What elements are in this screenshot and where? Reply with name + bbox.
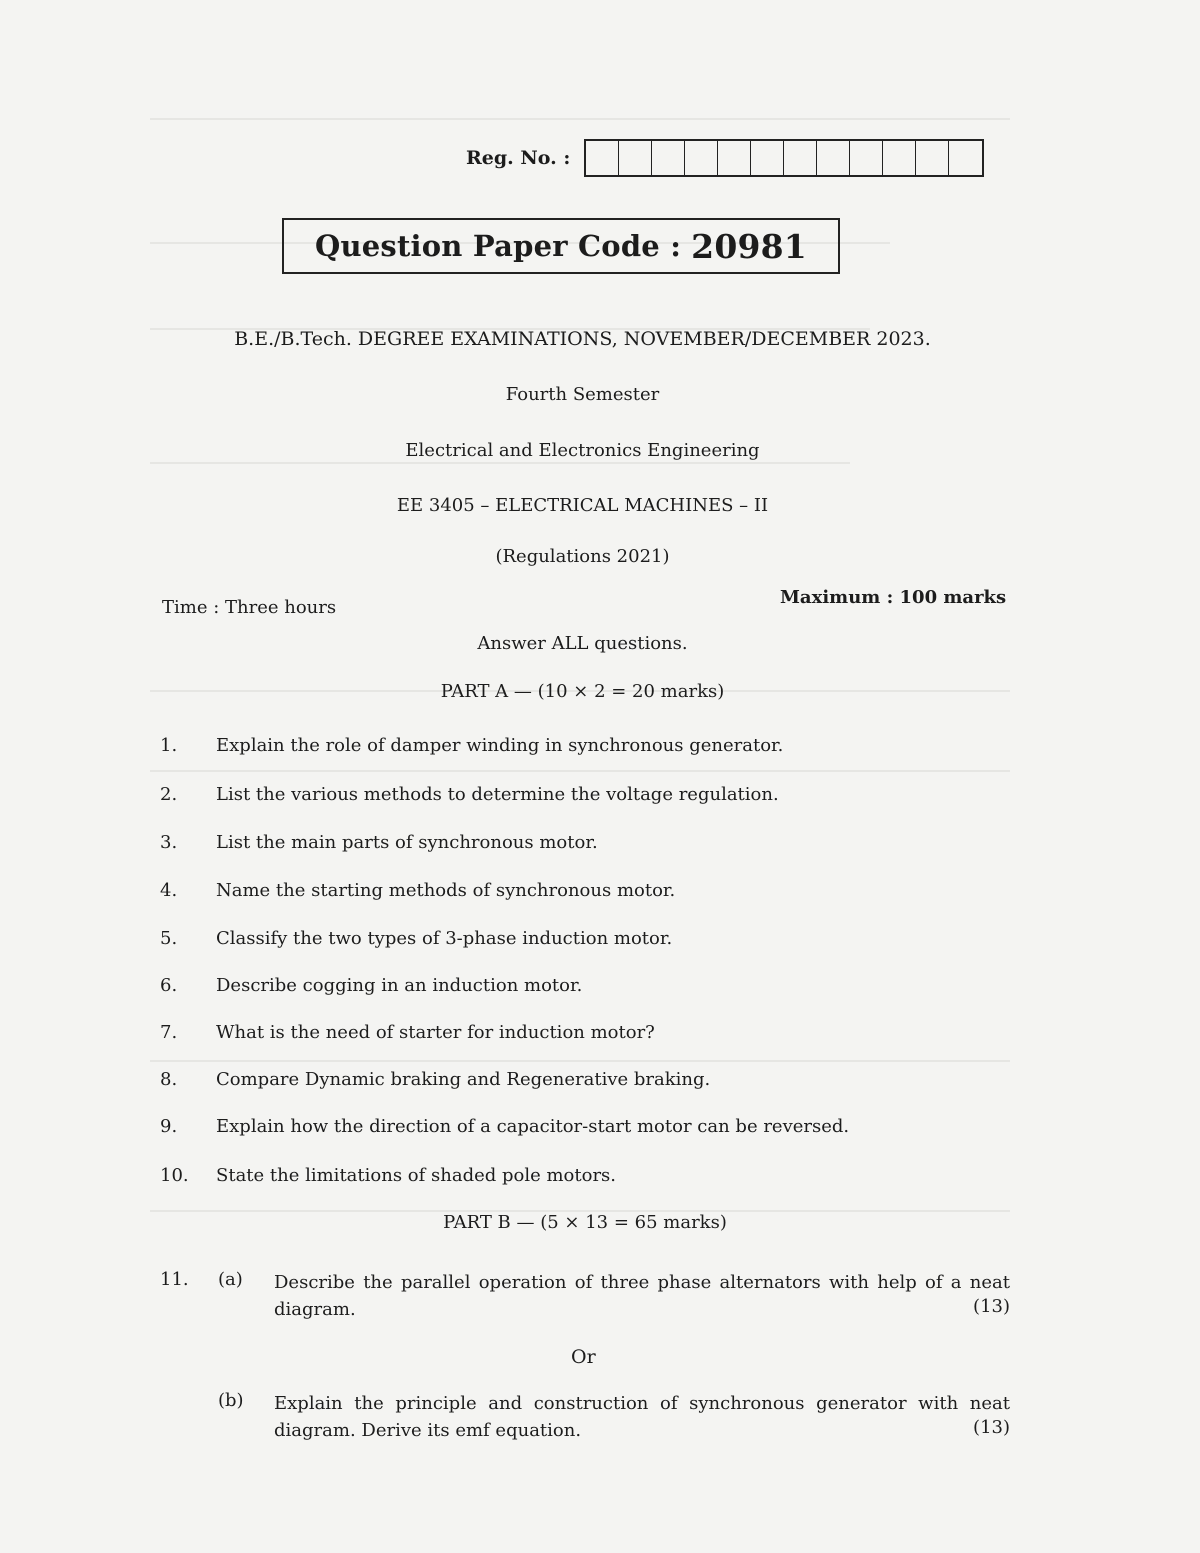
reg-no-box: [817, 141, 850, 175]
question-text: List the various methods to determine the voltage regulation.: [216, 784, 779, 805]
reg-no-box: [619, 141, 652, 175]
part-b-question-11a: [160, 1269, 1010, 1325]
question-number: 3.: [160, 832, 178, 853]
question-text: Describe the parallel operation of three phase alternators with help of a neat diagram.: [274, 1272, 1010, 1320]
question-marks: (13): [973, 1296, 1010, 1317]
question-text: Explain the principle and construction of synchronous generator with neat diagram. Derive its emf equation.: [274, 1393, 1010, 1441]
question-text: Explain the role of damper winding in synchronous generator.: [216, 735, 784, 756]
question-text: Compare Dynamic braking and Regenerative braking.: [216, 1069, 711, 1090]
exam-title: B.E./B.Tech. DEGREE EXAMINATIONS, NOVEMBER/DECEMBER 2023.: [234, 328, 931, 350]
branch: Electrical and Electronics Engineering: [405, 440, 760, 461]
question-text: Classify the two types of 3-phase induction motor.: [216, 928, 673, 949]
semester: Fourth Semester: [505, 384, 660, 405]
part-a-question: [160, 832, 598, 853]
reg-no-box: [850, 141, 883, 175]
reg-no-box: [586, 141, 619, 175]
part-b-question-11b: [160, 1390, 1010, 1446]
max-marks: Maximum : 100 marks: [780, 587, 1007, 608]
question-text: Describe cogging in an induction motor.: [216, 975, 583, 996]
regulations: (Regulations 2021): [495, 546, 670, 567]
reg-no-box: [751, 141, 784, 175]
reg-no-box: [685, 141, 718, 175]
part-a-question: [160, 735, 783, 756]
time-allowed: Time : Three hours: [162, 597, 337, 618]
part-a-question: [160, 1165, 616, 1186]
part-b-title: PART B — (5 × 13 = 65 marks): [443, 1212, 727, 1233]
question-number: 4.: [160, 880, 178, 901]
reg-no-label: Reg. No. :: [466, 147, 571, 169]
reg-no-box: [718, 141, 751, 175]
question-number: 7.: [160, 1022, 178, 1043]
question-number: 2.: [160, 784, 178, 805]
reg-no-box: [784, 141, 817, 175]
reg-no-boxes: [584, 139, 984, 177]
question-number: 9.: [160, 1116, 178, 1137]
question-text: Explain how the direction of a capacitor-start motor can be reversed.: [216, 1116, 850, 1137]
reg-no-box: [883, 141, 916, 175]
part-a-question: [160, 1022, 655, 1043]
course-title: EE 3405 – ELECTRICAL MACHINES – II: [396, 495, 769, 516]
question-paper-code-box: [282, 218, 840, 274]
part-a-question: [160, 880, 675, 901]
question-number: 11.: [160, 1269, 189, 1290]
or-separator: Or: [571, 1346, 596, 1368]
part-a-question: [160, 784, 779, 805]
question-text: What is the need of starter for induction motor?: [216, 1022, 655, 1043]
part-a-question: [160, 975, 582, 996]
question-text: List the main parts of synchronous motor.: [216, 832, 598, 853]
reg-no-box: [916, 141, 949, 175]
question-text: State the limitations of shaded pole motors.: [216, 1165, 617, 1186]
show-through-line: [150, 462, 850, 464]
question-number: 6.: [160, 975, 178, 996]
question-number: 1.: [160, 735, 178, 756]
show-through-line: [150, 770, 1010, 772]
question-number: 8.: [160, 1069, 178, 1090]
question-number: 5.: [160, 928, 178, 949]
question-paper-code: 20981: [691, 226, 807, 266]
part-a-title: PART A — (10 × 2 = 20 marks): [440, 681, 725, 702]
show-through-line: [150, 118, 1010, 120]
question-option-label: (b): [218, 1390, 244, 1411]
part-a-question: [160, 1116, 849, 1137]
part-a-question: [160, 1069, 710, 1090]
question-option-label: (a): [218, 1269, 243, 1290]
reg-no-box: [949, 141, 982, 175]
instruction: Answer ALL questions.: [477, 633, 688, 654]
question-text: Name the starting methods of synchronous motor.: [216, 880, 676, 901]
question-number: 10.: [160, 1165, 189, 1186]
reg-no-row: [466, 140, 984, 176]
question-marks: (13): [973, 1417, 1010, 1438]
show-through-line: [150, 1060, 1010, 1062]
question-paper-code-label: Question Paper Code :: [315, 229, 682, 263]
part-a-question: [160, 928, 672, 949]
reg-no-box: [652, 141, 685, 175]
